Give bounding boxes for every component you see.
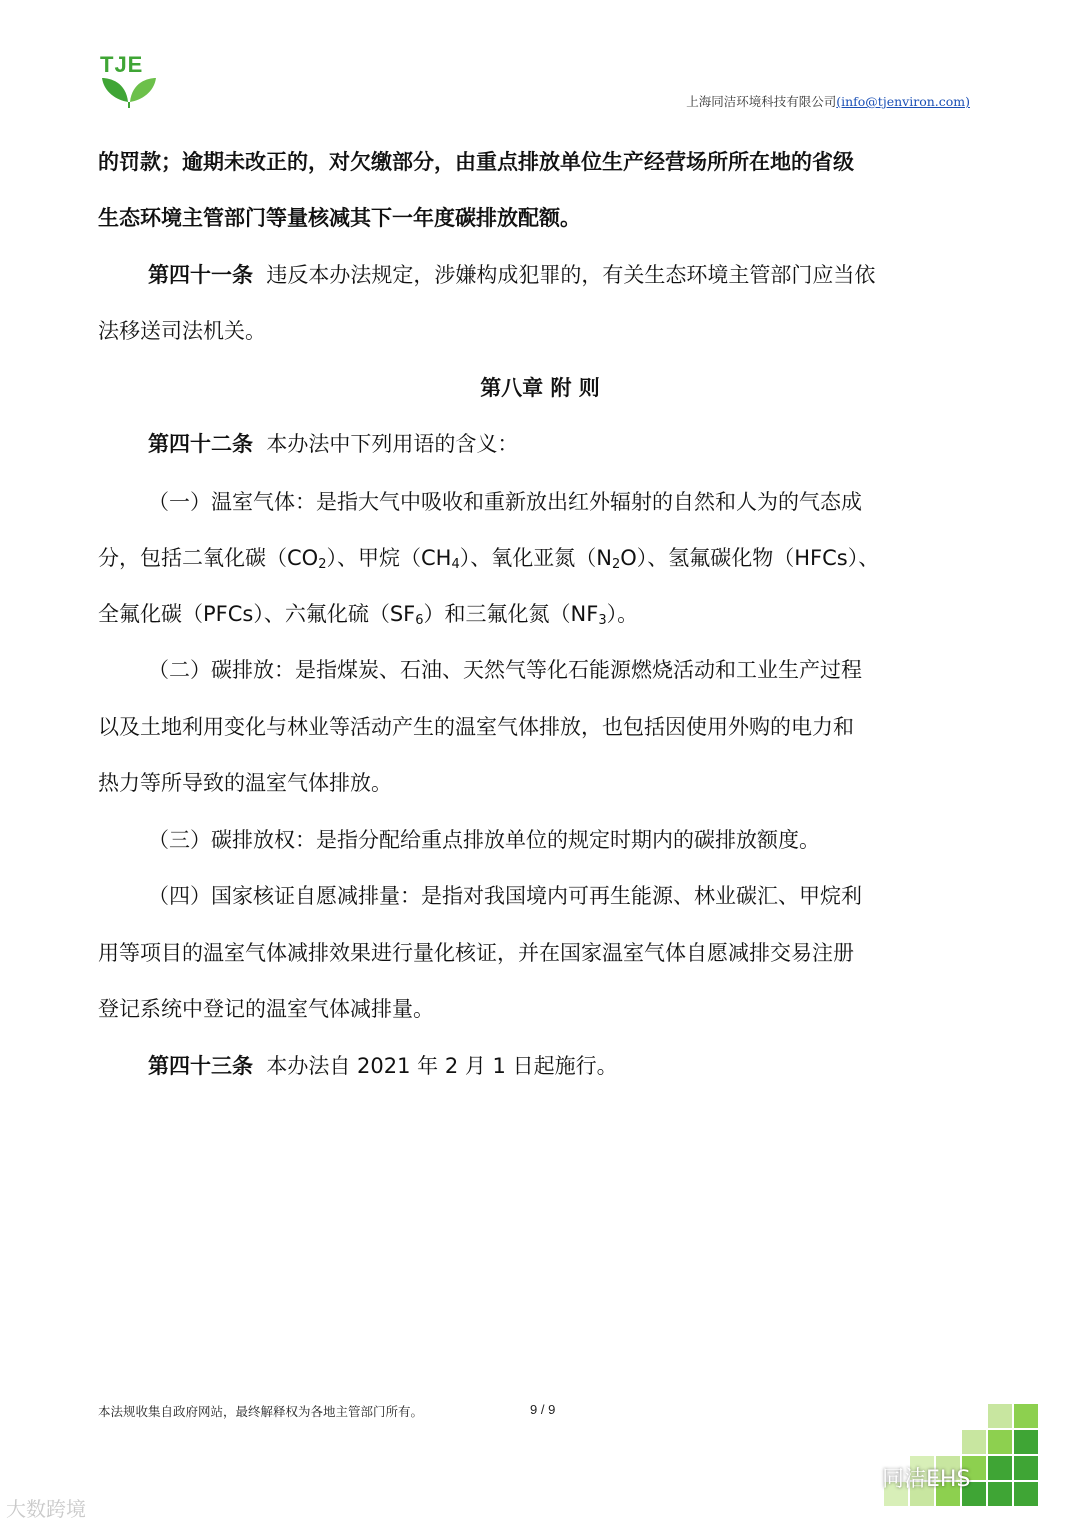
logo-text: TJE — [100, 52, 144, 77]
company-logo — [96, 52, 162, 108]
article-title: 第四十二条 — [148, 432, 253, 456]
page-number: 9 / 9 — [530, 1402, 556, 1417]
definition-line: 用等项目的温室气体减排效果进行量化核证，并在国家温室气体自愿减排交易注册 — [98, 941, 854, 965]
company-name: 上海同洁环境科技有限公司 — [686, 94, 837, 109]
header-company — [686, 92, 970, 110]
article-text: 违反本办法规定，涉嫌构成犯罪的，有关生态环境主管部门应当依 — [266, 263, 876, 287]
definition-line: 登记系统中登记的温室气体减排量。 — [98, 997, 434, 1021]
definition-line: （三）碳排放权：是指分配给重点排放单位的规定时期内的碳排放额度。 — [148, 828, 820, 852]
article-title: 第四十一条 — [148, 263, 253, 287]
watermark-left: 大数跨境 — [6, 1497, 86, 1521]
definition-line: （一）温室气体：是指大气中吸收和重新放出红外辐射的自然和人为的气态成 — [148, 490, 862, 514]
article-43 — [98, 1050, 1032, 1082]
definition-line: 以及土地利用变化与林业等活动产生的温室气体排放，也包括因使用外购的电力和 — [98, 715, 854, 739]
paragraph-line: 的罚款；逾期未改正的，对欠缴部分，由重点排放单位生产经营场所所在地的省级 — [98, 150, 854, 174]
footer-note: 本法规收集自政府网站，最终解释权为各地主管部门所有。 — [98, 1404, 424, 1419]
article-title: 第四十三条 — [148, 1054, 253, 1078]
definition-line: （二）碳排放：是指煤炭、石油、天然气等化石能源燃烧活动和工业生产过程 — [148, 658, 862, 682]
decorative-grid — [870, 1402, 1040, 1512]
definition-line: 全氟化碳（PFCs）、六氟化硫$(SF_6)$和三氟化氮$(NF_3)$。 — [98, 602, 639, 628]
chapter-heading: 第八章 附 则 — [480, 376, 600, 400]
paragraph-line: 生态环境主管部门等量核减其下一年度碳排放配额。 — [98, 206, 581, 230]
watermark-right: 同洁EHS — [882, 1467, 971, 1492]
email-link[interactable]: (info@tjenviron.com) — [836, 94, 970, 109]
definition-line: 热力等所导致的温室气体排放。 — [98, 771, 392, 795]
article-41 — [98, 259, 1032, 291]
article-42 — [98, 428, 1032, 460]
article-text: 本办法自 2021 年 2 月 1 日起施行。 — [266, 1054, 618, 1078]
article-text: 本办法中下列用语的含义： — [266, 432, 519, 456]
definition-line: （四）国家核证自愿减排量：是指对我国境内可再生能源、林业碳汇、甲烷利 — [148, 884, 862, 908]
definition-line: 分，包括二氧化碳$(CO_2)$、甲烷$(CH_4)$、氧化亚氮$(N_2O)$、氢氟碳化物（HFCs）、 — [98, 546, 880, 572]
paragraph-line: 法移送司法机关。 — [98, 319, 266, 343]
leaf-icon — [96, 52, 162, 108]
